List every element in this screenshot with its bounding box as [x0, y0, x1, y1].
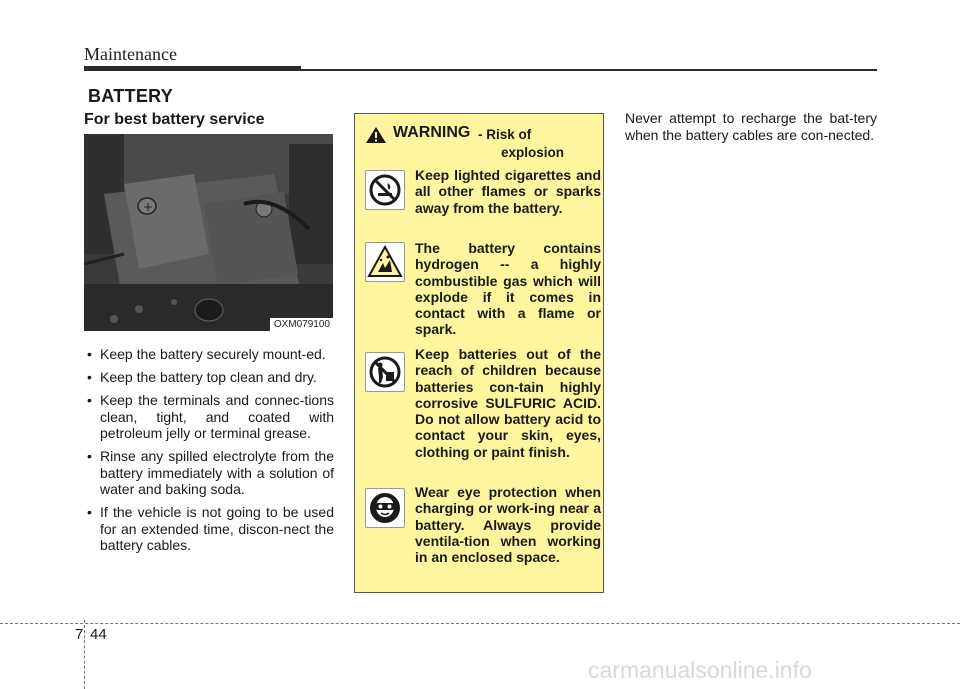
- footer-rule: [0, 623, 960, 624]
- svg-text:+: +: [143, 200, 154, 214]
- page-number: 44: [90, 626, 107, 643]
- battery-photo: [84, 134, 333, 331]
- warning-triangle-icon: [365, 126, 387, 144]
- warning-item-text: Keep lighted cigarettes and all other flames or sparks away from the battery.: [415, 167, 601, 216]
- header-rule-thick: [84, 66, 301, 71]
- warning-subtitle: - Risk of: [478, 127, 532, 142]
- warning-box: [354, 113, 604, 593]
- list-item: • Keep the battery securely mount-ed.: [84, 346, 334, 363]
- list-item: • If the vehicle is not going to be used for an extended time, discon-nect the battery cables.: [84, 504, 334, 554]
- warning-header: [365, 124, 597, 164]
- list-item: • Rinse any spilled electrolyte from the battery immediately with a solution of water and baking soda.: [84, 448, 334, 498]
- eye-protection-icon: [365, 488, 405, 528]
- battery-engine-bay-illustration: [84, 134, 333, 331]
- section-title: BATTERY: [88, 86, 174, 106]
- watermark: carmanualsonline.info: [588, 657, 812, 683]
- warning-label: WARNING: [393, 124, 471, 141]
- list-item: • Keep the battery top clean and dry.: [84, 369, 334, 386]
- keep-away-children-icon: [365, 352, 405, 392]
- warning-subtitle-cont: explosion: [501, 145, 565, 160]
- warning-item-text: Wear eye protection when charging or work-ing near a battery. Always provide ventila-tion when working in an enclosed space.: [415, 484, 601, 566]
- header-rule-thin: [301, 69, 877, 71]
- subsection-title: For best battery service: [84, 111, 265, 128]
- recharge-caution-text: Never attempt to recharge the bat-tery when the battery cables are con-nected.: [625, 110, 877, 143]
- no-smoking-flame-icon: [365, 170, 405, 210]
- battery-care-list: [84, 346, 334, 560]
- page-header-title: Maintenance: [84, 44, 177, 64]
- chapter-number: 7: [75, 626, 84, 643]
- explosion-hazard-icon: [365, 242, 405, 282]
- footer-divider: [84, 620, 85, 689]
- warning-item-text: Keep batteries out of the reach of children because batteries con-tain highly corrosive SULFURIC ACID. Do not allow battery acid to contact your skin, eyes, clothing or paint finish.: [415, 346, 601, 460]
- photo-code-label: OXM079100: [270, 318, 333, 331]
- warning-item-text: The battery contains hydrogen -- a highly combustible gas which will explode if it comes in contact with a flame or spark.: [415, 240, 601, 338]
- list-item: • Keep the terminals and connec-tions clean, tight, and coated with petroleum jelly or terminal grease.: [84, 392, 334, 442]
